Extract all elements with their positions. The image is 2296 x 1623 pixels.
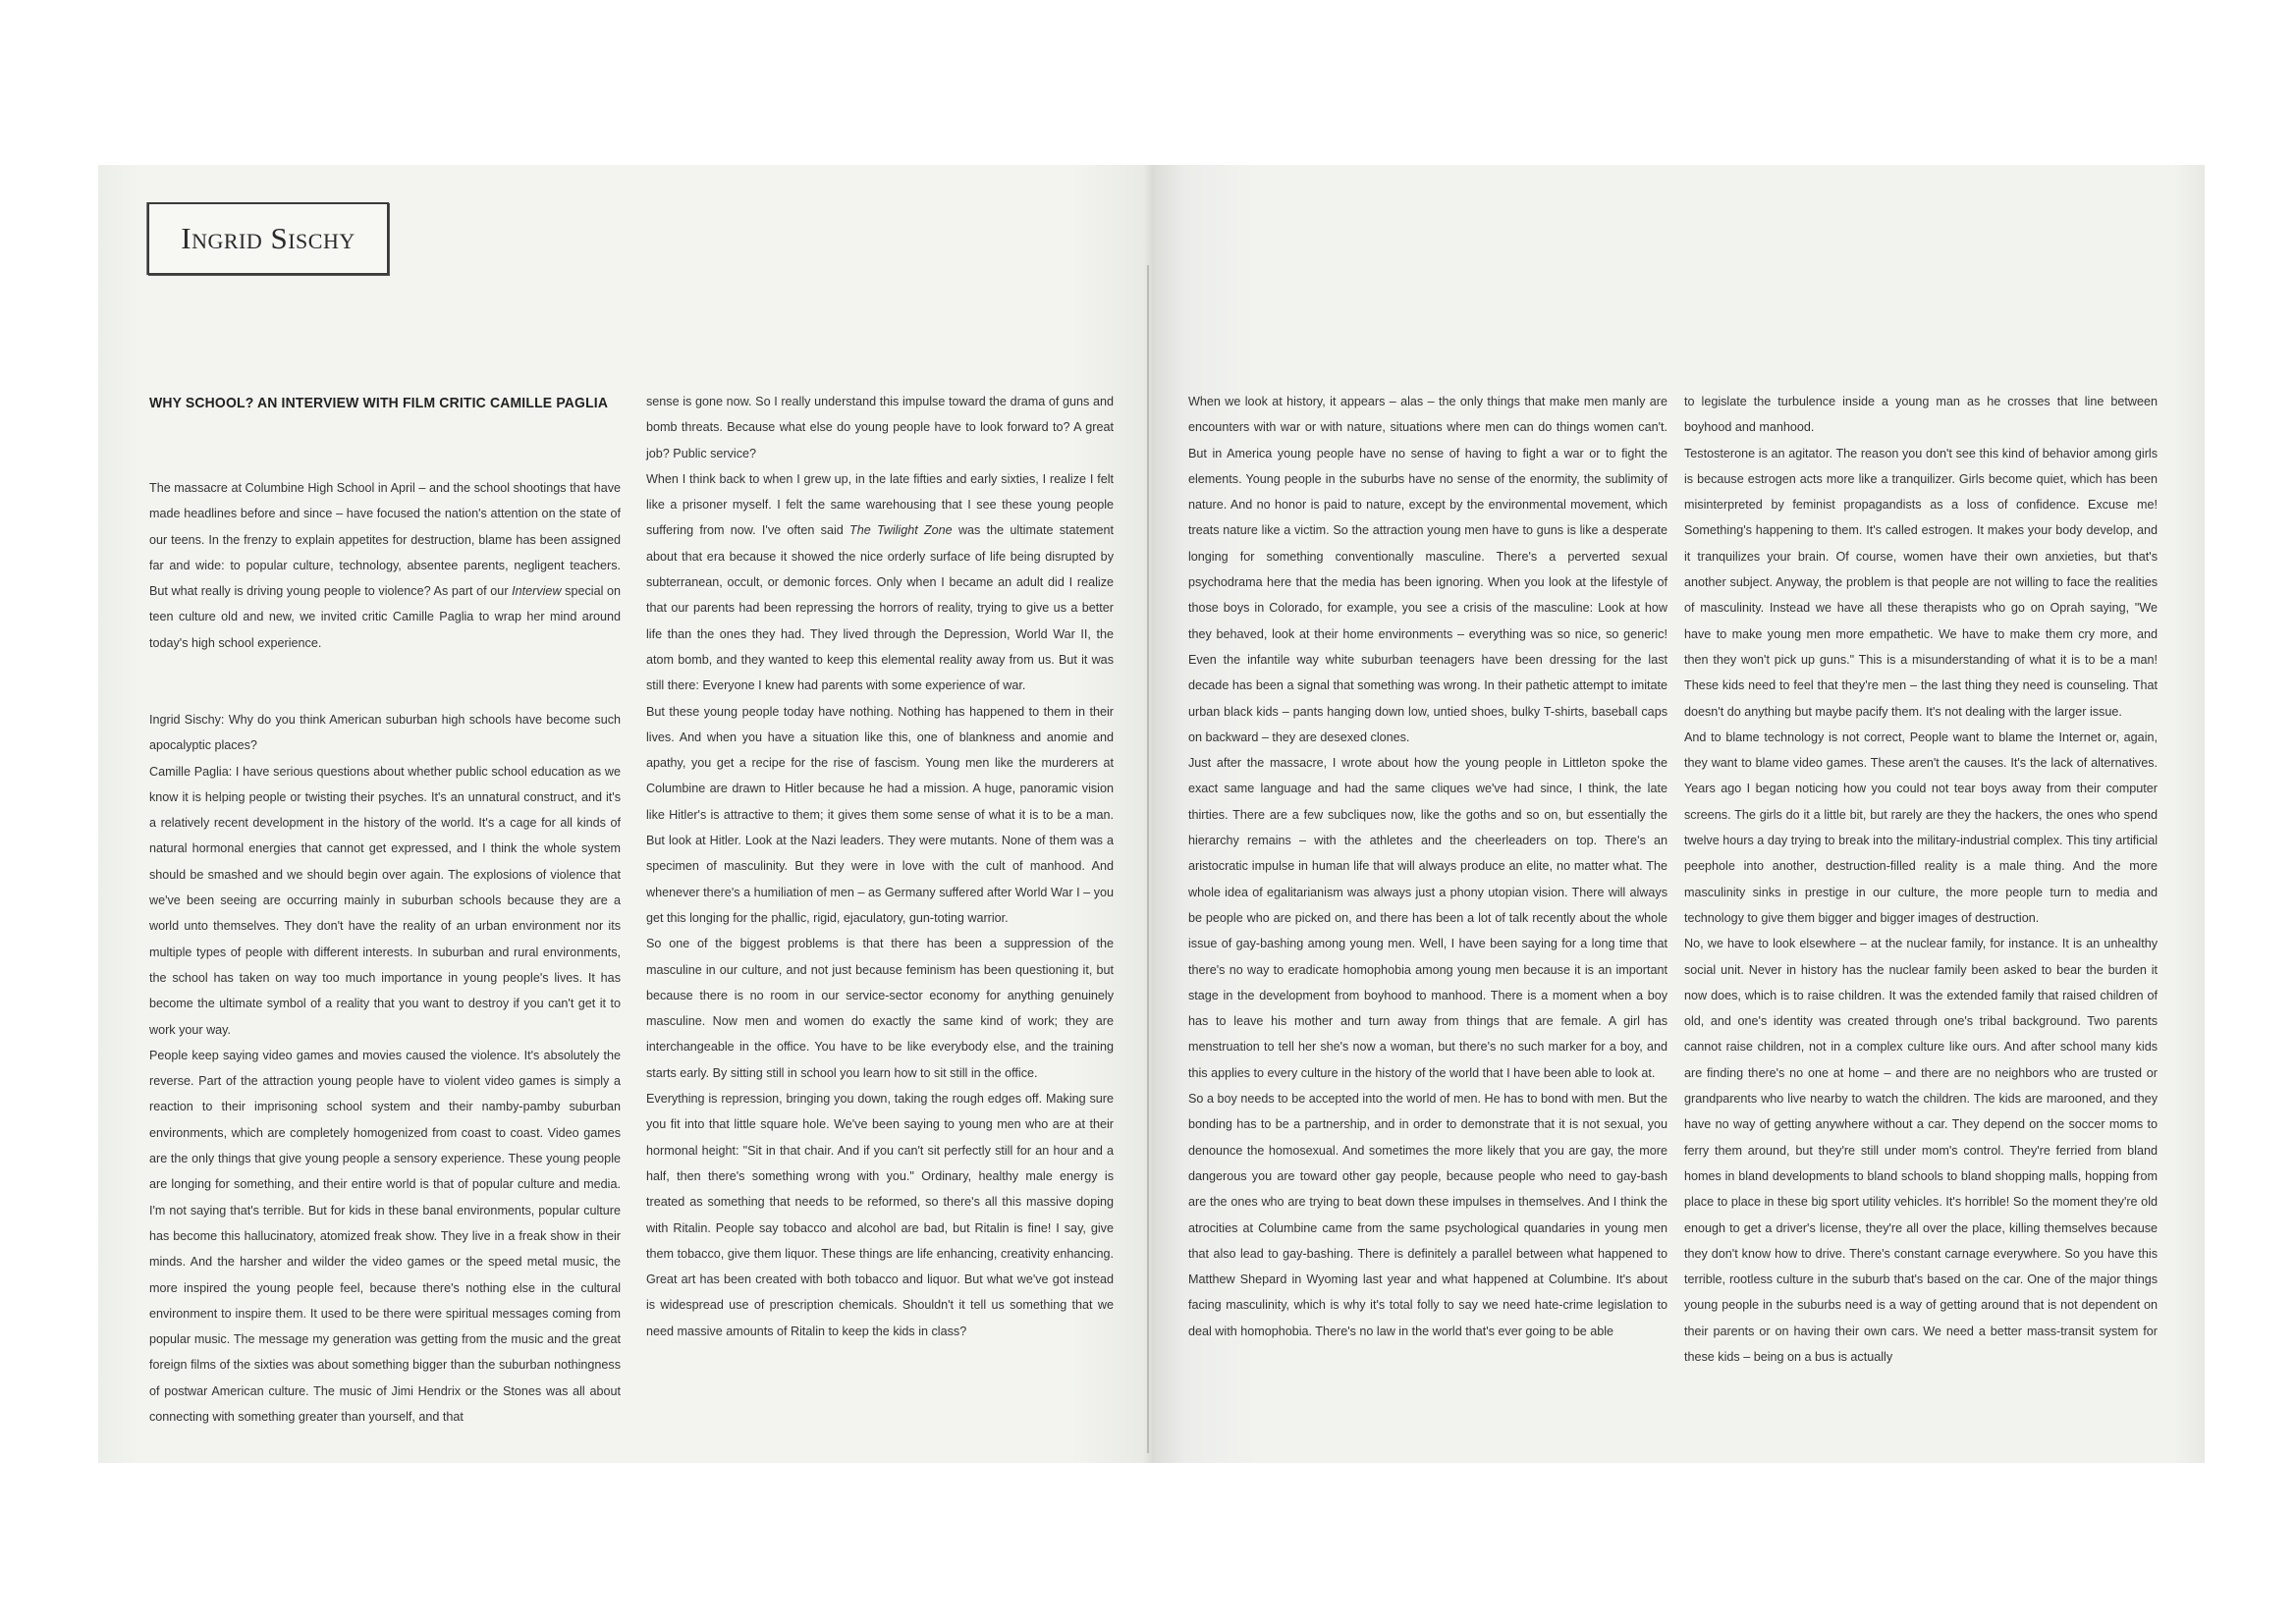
paragraph-text: was the ultimate statement about that era because it showed the nice orderly surface of life being disrupted by subterranean, occult, or demonic forces. Only when I became an adult did I realize that our parents had been repressing the horrors of reality, trying to give us a better life than the ones they had. They lived through the Depression, World War II, the atom bomb, and they wanted to keep this elemental reality away from us. But it was still there: Everyone I knew had parents with some experience of war. <box>646 523 1114 693</box>
paragraph: sense is gone now. So I really understand this impulse toward the drama of guns and bomb threats. Because what else do young people have to look forward to? A great job? Public service? <box>646 395 1114 460</box>
article-intro <box>149 475 621 656</box>
paragraph: So a boy needs to be accepted into the world of men. He has to bond with men. But the bonding has to be a partnership, and in order to demonstrate that it is not sexual, you denounce the homosexual. And sometimes the more likely that you are gay, the more dangerous you are toward other gay people, because people who need to gay-bash are the ones who are trying to beat down these impulses in themselves. And I think the atrocities at Columbine came from the same psychological quandaries in young men that also lead to gay-bashing. There is definitely a parallel between what happened to Matthew Shepard in Wyoming last year and what happened at Columbine. It's about facing masculinity, which is why it's total folly to say we need hate-crime legislation to deal with homophobia. There's no law in the world that's ever going to be able <box>1188 1092 1667 1338</box>
paragraph: When we look at history, it appears – alas – the only things that make men manly are encounters with war or with nature, situations where men can do things women can't. But in America young people have no sense of having to fight a war or to fight the elements. Young people in the suburbs have no sense of the enormity, the sublimity of nature. And no honor is paid to nature, except by the environmental movement, which treats nature like a victim. So the attraction young men have to guns is like a desperate longing for something conventionally masculine. There's a perverted sexual psychodrama here that the media has been ignoring. When you look at the lifestyle of those boys in Colorado, for example, you see a crisis of the masculine: Look at how they behaved, look at their home environments – everything was so nice, so generic! Even the infantile way white suburban teenagers have been dressing for the last decade has been a signal that something was wrong. In their pathetic attempt to imitate urban black kids – pants hanging down low, untied shoes, bulky T-shirts, baseball caps on backward – they are desexed clones. <box>1188 395 1667 744</box>
paragraph-text: When I think back to when I grew up, in the late fifties and early sixties, I realize I felt like a prisoner myself. I felt the same warehousing that I see these young people suffering from now. I've often said <box>646 471 1114 538</box>
paragraph <box>646 466 1114 699</box>
intro-paragraph <box>149 475 621 656</box>
column-2 <box>646 389 1114 1344</box>
show-title: The Twilight Zone <box>849 523 953 538</box>
paragraph: But these young people today have nothing. Nothing has happened to them in their lives. And when you have a situation like this, one of blankness and anomie and apathy, you get a recipe for the rise of fascism. Young men like the murderers at Columbine are drawn to Hitler because he had a mission. A huge, panoramic vision like Hitler's is attractive to them; it gives them some sense of what it is to be a man. But look at Hitler. Look at the Nazi leaders. They were mutants. None of them was a specimen of masculinity. But they were in love with the cult of manhood. And whenever there's a humiliation of men – as Germany suffered after World War I – you get this longing for the phallic, rigid, ejaculatory, gun-toting warrior. <box>646 704 1114 925</box>
paragraph: Testosterone is an agitator. The reason you don't see this kind of behavior among girls is because estrogen acts more like a tranquilizer. Girls become quiet, which has been misinterpreted by feminist propagandists as a loss of confidence. Excuse me! Something's happening to them. It's called estrogen. It makes your body develop, and it tranquilizes your brain. Of course, women have their own anxieties, but that's another subject. Anyway, the problem is that people are not willing to face the realities of masculinity. Instead we have all these therapists who go on Oprah saying, "We have to make young men more empathetic. We have to make them cry more, and then they won't pick up guns." This is a misunderstanding of what it is to be a man! These kids need to feel that they're men – the last thing they need is counseling. That doesn't do anything but maybe pacify them. It's not dealing with the larger issue. <box>1684 446 2158 719</box>
paragraph: Just after the massacre, I wrote about how the young people in Littleton spoke the exact same language and had the same cliques we've had since, I think, the late thirties. There are a few subcliques now, like the goths and so on, but essentially the hierarchy remains – with the athletes and the cheerleaders on top. There's an aristocratic impulse in human life that will always produce an elite, no matter what. The whole idea of egalitarianism was always just a phony utopian vision. There will always be people who are picked on, and there has been a lot of talk recently about the whole issue of gay-bashing among young men. Well, I have been saying for a long time that there's no way to eradicate homophobia among young men because it is an important stage in the development from boyhood to manhood. There is a moment when a boy has to leave his mother and turn away from things that are female. A girl has menstruation to tell her she's now a woman, but there's no such marker for a boy, and this applies to every culture in the history of the world that I have been able to look at. <box>1188 756 1667 1080</box>
author-logo-text: Ingrid Sischy <box>181 221 355 255</box>
intro-text: The massacre at Columbine High School in April – and the school shootings that have made headlines before and since – have focused the nation's attention on the state of our teens. In the frenzy to explain appetites for destruction, blame has been assigned far and wide: to popular culture, technology, absentee parents, negligent teachers. But what really is driving young people to violence? As part of our <box>149 481 621 599</box>
author-logo <box>147 202 389 275</box>
paragraph: So one of the biggest problems is that there has been a suppression of the masculine in our culture, and not just because feminism has been questioning it, but because there is no room in our service-sector economy for anything genuinely masculine. Now men and women do exactly the same kind of work; they are interchangeable in the office. You have to be like everybody else, and the training starts early. By sitting still in school you learn how to sit still in the office. <box>646 937 1114 1080</box>
paragraph: People keep saying video games and movies caused the violence. It's absolutely the reverse. Part of the attraction young people have to violent video games is simply a reaction to their imprisoning school system and their namby-pamby suburban environments, which are completely homogenized from coast to coast. Video games are the only things that give young people a sensory experience. These young people are longing for something, and their entire world is that of popular culture and media. I'm not saying that's terrible. But for kids in these banal environments, popular culture has become this hallucinatory, atomized freak show. They live in a freak show in their minds. And the harsher and wilder the video games or the speed metal music, the more inspired the young people feel, because there's nothing else in the cultural environment to inspire them. It used to be there were spiritual messages coming from popular music. The message my generation was getting from the music and the great foreign films of the sixties was about something bigger than the suburban nothingness of postwar American culture. The music of Jimi Hendrix or the Stones was all about connecting with something greater than yourself, and that <box>149 1048 621 1425</box>
page-spine <box>1147 265 1149 1453</box>
paragraph: Everything is repression, bringing you down, taking the rough edges off. Making sure you fit into that little square hole. We've been saying to young men who are at their hormonal height: "Sit in that chair. And if you can't sit perfectly still for an hour and a half, then there's something wrong with you." Ordinary, healthy male energy is treated as something that needs to be reformed, so there's all this massive doping with Ritalin. People say tobacco and alcohol are bad, but Ritalin is fine! I say, give them tobacco, give them liquor. These things are life enhancing, creativity enhancing. Great art has been created with both tobacco and liquor. But what we've got instead is widespread use of prescription chemicals. Shouldn't it tell us something that we need massive amounts of Ritalin to keep the kids in class? <box>646 1092 1114 1338</box>
paragraph: Camille Paglia: I have serious questions about whether public school education as we know it is helping people or twisting their psyches. It's an unnatural construct, and it's a relatively recent development in the history of the world. It's a cage for all kinds of natural hormonal energies that cannot get expressed, and I think the whole system should be smashed and we should begin over again. The explosions of violence that we've been seeing are occurring mainly in suburban schools because they are a world unto themselves. They don't have the reality of an urban environment nor its multiple types of people with different interests. In suburban and rural environments, the school has taken on way too much importance in young people's lives. It has become the ultimate symbol of a reality that you want to destroy if you can't get it to work your way. <box>149 764 621 1037</box>
paragraph: to legislate the turbulence inside a young man as he crosses that line between boyhood and manhood. <box>1684 395 2158 435</box>
column-4 <box>1684 389 2158 1370</box>
article-headline: WHY SCHOOL? AN INTERVIEW WITH FILM CRITIC CAMILLE PAGLIA <box>149 395 609 411</box>
magazine-title: Interview <box>512 584 562 599</box>
paragraph: No, we have to look elsewhere – at the nuclear family, for instance. It is an unhealthy social unit. Never in history has the nuclear family been asked to bear the burden it now does, which is to raise children. It was the extended family that raised children of old, and one's identity was created through one's tribal background. Two parents cannot raise children, not in a complex culture like ours. And after school many kids are finding there's no one at home – and there are no neighbors who are trusted or grandparents who live nearby to watch the children. The kids are marooned, and they have no way of getting anywhere without a car. They depend on the soccer moms to ferry them around, but they're still under mom's control. They're ferried from bland homes in bland developments to bland schools to bland shopping malls, hopping from place to place in these big sport utility vehicles. It's horrible! So the moment they're old enough to get a driver's license, they're all over the place, killing themselves because they don't know how to drive. There's constant carnage everywhere. So you have this terrible, rootless culture in the suburb that's based on the car. One of the major things young people in the suburbs need is a way of getting around that is not dependent on their parents or on having their own cars. We need a better mass-transit system for these kids – being on a bus is actually <box>1684 937 2158 1364</box>
column-3 <box>1188 389 1667 1344</box>
paragraph: Ingrid Sischy: Why do you think American suburban high schools have become such apocalyptic places? <box>149 713 621 753</box>
intro-text: special on teen culture old and new, we invited critic Camille Paglia to wrap her mind around today's high school experience. <box>149 584 622 650</box>
paragraph: And to blame technology is not correct, People want to blame the Internet or, again, they want to blame video games. These aren't the causes. It's the lack of alternatives. Years ago I began noticing how you could not tear boys away from their computer screens. The girls do it a little bit, but rarely are they the hackers, the ones who spend twelve hours a day trying to break into the military-industrial complex. This tiny artificial peephole into another, destruction-filled reality is a male thing. And the more masculinity sinks in prestige in our culture, the more people turn to media and technology to give them bigger and bigger images of destruction. <box>1684 730 2158 925</box>
column-1 <box>149 707 621 1430</box>
